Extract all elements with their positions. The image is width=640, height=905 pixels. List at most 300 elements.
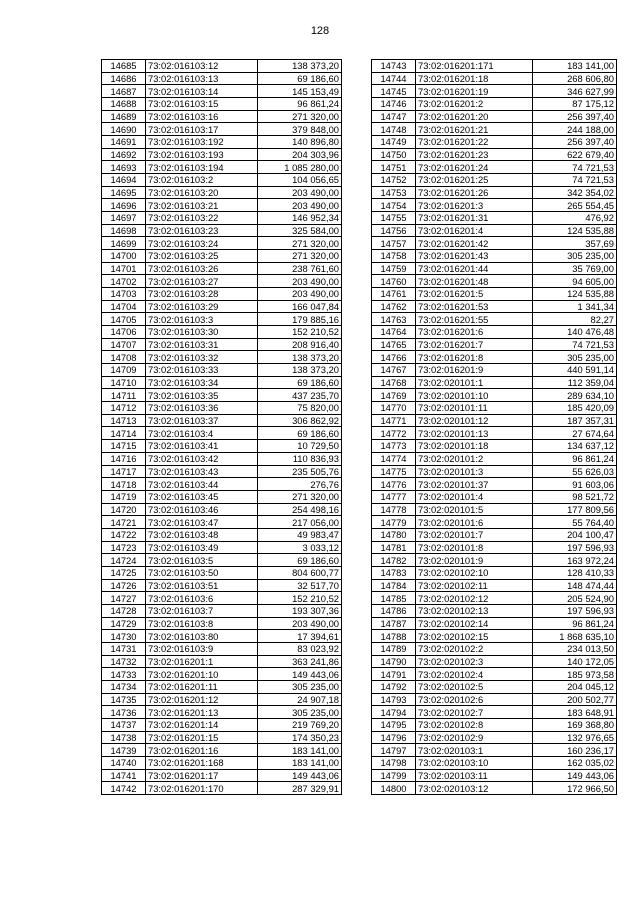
cadastral-number: 73:02:016103:45	[146, 490, 258, 503]
cadastral-number: 73:02:020101:4	[416, 490, 533, 503]
table-row	[372, 718, 617, 731]
row-number: 14697	[102, 212, 146, 225]
cadastral-value: 32 517,70	[258, 579, 342, 592]
table-row	[372, 313, 617, 326]
cadastral-table-left	[101, 59, 342, 795]
row-number: 14688	[102, 98, 146, 111]
table-row	[372, 250, 617, 263]
cadastral-value: 132 976,65	[533, 731, 617, 744]
cadastral-value: 27 674,64	[533, 427, 617, 440]
row-number: 14769	[372, 389, 416, 402]
cadastral-value: 10 729,50	[258, 440, 342, 453]
cadastral-value: 49 983,47	[258, 528, 342, 541]
row-number: 14749	[372, 136, 416, 149]
cadastral-value: 74 721,53	[533, 174, 617, 187]
cadastral-number: 73:02:016201:16	[146, 744, 258, 757]
row-number: 14746	[372, 98, 416, 111]
cadastral-number: 73:02:020101:2	[416, 452, 533, 465]
table-row	[102, 756, 342, 769]
cadastral-value: 325 584,00	[258, 224, 342, 237]
row-number: 14744	[372, 72, 416, 85]
cadastral-number: 73:02:020103:12	[416, 782, 533, 795]
row-number: 14700	[102, 250, 146, 263]
cadastral-number: 73:02:016103:44	[146, 478, 258, 491]
cadastral-value: 149 443,06	[533, 769, 617, 782]
row-number: 14737	[102, 718, 146, 731]
table-row	[102, 680, 342, 693]
cadastral-number: 73:02:016103:7	[146, 604, 258, 617]
cadastral-value: 82,27	[533, 313, 617, 326]
row-number: 14743	[372, 60, 416, 73]
row-number: 14709	[102, 364, 146, 377]
table-row	[372, 174, 617, 187]
row-number: 14705	[102, 313, 146, 326]
table-row	[372, 427, 617, 440]
cadastral-number: 73:02:016103:28	[146, 288, 258, 301]
row-number: 14724	[102, 554, 146, 567]
cadastral-number: 73:02:016201:171	[416, 60, 533, 73]
row-number: 14770	[372, 402, 416, 415]
cadastral-value: 140 476,48	[533, 326, 617, 339]
row-number: 14691	[102, 136, 146, 149]
row-number: 14736	[102, 706, 146, 719]
table-row	[372, 490, 617, 503]
row-number: 14788	[372, 630, 416, 643]
cadastral-number: 73:02:020101:11	[416, 402, 533, 415]
table-row	[372, 706, 617, 719]
table-row	[372, 414, 617, 427]
cadastral-number: 73:02:016201:18	[416, 72, 533, 85]
cadastral-value: 74 721,53	[533, 161, 617, 174]
table-row	[372, 389, 617, 402]
cadastral-value: 234 013,50	[533, 642, 617, 655]
table-row	[372, 680, 617, 693]
cadastral-value: 203 490,00	[258, 617, 342, 630]
cadastral-value: 379 848,00	[258, 123, 342, 136]
table-row	[102, 604, 342, 617]
cadastral-value: 437 235,70	[258, 389, 342, 402]
cadastral-number: 73:02:016103:36	[146, 402, 258, 415]
cadastral-number: 73:02:016201:13	[146, 706, 258, 719]
cadastral-number: 73:02:020101:1	[416, 376, 533, 389]
row-number: 14789	[372, 642, 416, 655]
cadastral-number: 73:02:016201:3	[416, 199, 533, 212]
row-number: 14686	[102, 72, 146, 85]
cadastral-number: 73:02:016103:193	[146, 148, 258, 161]
table-row	[102, 528, 342, 541]
row-number: 14767	[372, 364, 416, 377]
cadastral-value: 24 907,18	[258, 693, 342, 706]
cadastral-value: 197 596,93	[533, 604, 617, 617]
row-number: 14689	[102, 110, 146, 123]
cadastral-value: 35 769,00	[533, 262, 617, 275]
row-number: 14742	[102, 782, 146, 795]
cadastral-value: 271 320,00	[258, 250, 342, 263]
cadastral-value: 87 175,12	[533, 98, 617, 111]
cadastral-value: 98 521,72	[533, 490, 617, 503]
table-row	[102, 288, 342, 301]
cadastral-number: 73:02:016103:25	[146, 250, 258, 263]
table-row	[102, 516, 342, 529]
cadastral-value: 287 329,91	[258, 782, 342, 795]
row-number: 14690	[102, 123, 146, 136]
table-row	[372, 288, 617, 301]
row-number: 14692	[102, 148, 146, 161]
cadastral-number: 73:02:016201:170	[146, 782, 258, 795]
cadastral-value: 271 320,00	[258, 490, 342, 503]
table-row	[372, 85, 617, 98]
cadastral-value: 152 210,52	[258, 326, 342, 339]
table-row	[372, 579, 617, 592]
table-row	[102, 769, 342, 782]
cadastral-value: 160 236,17	[533, 744, 617, 757]
cadastral-value: 17 394,61	[258, 630, 342, 643]
cadastral-value: 200 502,77	[533, 693, 617, 706]
row-number: 14698	[102, 224, 146, 237]
cadastral-number: 73:02:016103:33	[146, 364, 258, 377]
cadastral-number: 73:02:016201:7	[416, 338, 533, 351]
row-number: 14715	[102, 440, 146, 453]
table-row	[102, 579, 342, 592]
row-number: 14703	[102, 288, 146, 301]
table-row	[372, 630, 617, 643]
cadastral-number: 73:02:020102:14	[416, 617, 533, 630]
row-number: 14740	[102, 756, 146, 769]
table-row	[372, 769, 617, 782]
table-row	[372, 478, 617, 491]
cadastral-number: 73:02:016201:55	[416, 313, 533, 326]
cadastral-number: 73:02:016201:26	[416, 186, 533, 199]
table-row	[372, 275, 617, 288]
cadastral-value: 149 443,06	[258, 668, 342, 681]
row-number: 14752	[372, 174, 416, 187]
cadastral-value: 256 397,40	[533, 110, 617, 123]
table-row	[372, 186, 617, 199]
cadastral-number: 73:02:016103:20	[146, 186, 258, 199]
table-row	[372, 731, 617, 744]
table-row	[372, 212, 617, 225]
table-row	[102, 693, 342, 706]
cadastral-number: 73:02:016201:43	[416, 250, 533, 263]
table-row	[102, 186, 342, 199]
cadastral-value: 256 397,40	[533, 136, 617, 149]
row-number: 14747	[372, 110, 416, 123]
row-number: 14783	[372, 566, 416, 579]
cadastral-number: 73:02:016201:6	[416, 326, 533, 339]
table-row	[102, 110, 342, 123]
table-row	[372, 199, 617, 212]
row-number: 14694	[102, 174, 146, 187]
cadastral-value: 203 490,00	[258, 288, 342, 301]
table-row	[102, 668, 342, 681]
cadastral-number: 73:02:020102:10	[416, 566, 533, 579]
cadastral-number: 73:02:016201:20	[416, 110, 533, 123]
cadastral-number: 73:02:020103:10	[416, 756, 533, 769]
table-row	[102, 351, 342, 364]
row-number: 14739	[102, 744, 146, 757]
row-number: 14685	[102, 60, 146, 73]
row-number: 14727	[102, 592, 146, 605]
row-number: 14773	[372, 440, 416, 453]
table-row	[372, 98, 617, 111]
row-number: 14725	[102, 566, 146, 579]
row-number: 14763	[372, 313, 416, 326]
cadastral-number: 73:02:016103:15	[146, 98, 258, 111]
row-number: 14790	[372, 655, 416, 668]
row-number: 14791	[372, 668, 416, 681]
table-row	[372, 72, 617, 85]
row-number: 14748	[372, 123, 416, 136]
row-number: 14718	[102, 478, 146, 491]
table-row	[102, 275, 342, 288]
cadastral-value: 238 761,60	[258, 262, 342, 275]
cadastral-number: 73:02:016103:3	[146, 313, 258, 326]
cadastral-number: 73:02:016201:48	[416, 275, 533, 288]
cadastral-value: 145 153,49	[258, 85, 342, 98]
table-row	[372, 161, 617, 174]
cadastral-number: 73:02:020101:10	[416, 389, 533, 402]
cadastral-number: 73:02:016201:15	[146, 731, 258, 744]
table-row	[102, 782, 342, 795]
cadastral-value: 187 357,31	[533, 414, 617, 427]
row-number: 14796	[372, 731, 416, 744]
cadastral-value: 169 368,80	[533, 718, 617, 731]
row-number: 14738	[102, 731, 146, 744]
cadastral-number: 73:02:016103:23	[146, 224, 258, 237]
cadastral-number: 73:02:020101:5	[416, 503, 533, 516]
cadastral-value: 305 235,00	[533, 351, 617, 364]
table-row	[372, 592, 617, 605]
table-row	[102, 376, 342, 389]
cadastral-number: 73:02:016103:194	[146, 161, 258, 174]
cadastral-number: 73:02:020101:12	[416, 414, 533, 427]
table-row	[372, 326, 617, 339]
cadastral-number: 73:02:016103:42	[146, 452, 258, 465]
cadastral-value: 346 627,99	[533, 85, 617, 98]
cadastral-number: 73:02:016103:32	[146, 351, 258, 364]
cadastral-number: 73:02:016201:8	[416, 351, 533, 364]
cadastral-value: 138 373,20	[258, 351, 342, 364]
cadastral-number: 73:02:016201:42	[416, 237, 533, 250]
table-row	[102, 300, 342, 313]
table-row	[372, 148, 617, 161]
row-number: 14780	[372, 528, 416, 541]
cadastral-number: 73:02:016103:31	[146, 338, 258, 351]
table-row	[102, 98, 342, 111]
row-number: 14797	[372, 744, 416, 757]
table-row	[102, 566, 342, 579]
cadastral-number: 73:02:016103:43	[146, 465, 258, 478]
cadastral-number: 73:02:020101:6	[416, 516, 533, 529]
cadastral-number: 73:02:016103:2	[146, 174, 258, 187]
row-number: 14800	[372, 782, 416, 795]
cadastral-number: 73:02:020101:7	[416, 528, 533, 541]
table-row	[102, 440, 342, 453]
cadastral-number: 73:02:016103:14	[146, 85, 258, 98]
page-number: 128	[310, 25, 330, 37]
cadastral-value: 140 896,80	[258, 136, 342, 149]
table-row	[372, 604, 617, 617]
cadastral-value: 183 648,91	[533, 706, 617, 719]
row-number: 14702	[102, 275, 146, 288]
table-row	[102, 478, 342, 491]
cadastral-number: 73:02:020101:13	[416, 427, 533, 440]
cadastral-number: 73:02:020102:3	[416, 655, 533, 668]
row-number: 14782	[372, 554, 416, 567]
cadastral-value: 148 474,44	[533, 579, 617, 592]
cadastral-number: 73:02:016103:51	[146, 579, 258, 592]
table-row	[102, 326, 342, 339]
row-number: 14793	[372, 693, 416, 706]
row-number: 14753	[372, 186, 416, 199]
cadastral-number: 73:02:016201:19	[416, 85, 533, 98]
cadastral-number: 73:02:016103:30	[146, 326, 258, 339]
cadastral-number: 73:02:020102:11	[416, 579, 533, 592]
row-number: 14699	[102, 237, 146, 250]
cadastral-number: 73:02:020101:3	[416, 465, 533, 478]
row-number: 14766	[372, 351, 416, 364]
table-row	[102, 224, 342, 237]
row-number: 14771	[372, 414, 416, 427]
table-row	[102, 731, 342, 744]
table-row	[102, 414, 342, 427]
cadastral-number: 73:02:020101:37	[416, 478, 533, 491]
row-number: 14751	[372, 161, 416, 174]
cadastral-number: 73:02:020103:11	[416, 769, 533, 782]
table-row	[102, 389, 342, 402]
cadastral-value: 305 235,00	[258, 706, 342, 719]
cadastral-value: 174 350,23	[258, 731, 342, 744]
table-row	[372, 554, 617, 567]
cadastral-number: 73:02:020102:13	[416, 604, 533, 617]
cadastral-number: 73:02:016103:16	[146, 110, 258, 123]
cadastral-value: 152 210,52	[258, 592, 342, 605]
row-number: 14776	[372, 478, 416, 491]
cadastral-number: 73:02:016201:1	[146, 655, 258, 668]
cadastral-value: 183 141,00	[258, 744, 342, 757]
cadastral-value: 138 373,20	[258, 364, 342, 377]
row-number: 14721	[102, 516, 146, 529]
cadastral-value: 204 100,47	[533, 528, 617, 541]
cadastral-number: 73:02:016201:23	[416, 148, 533, 161]
row-number: 14693	[102, 161, 146, 174]
table-row	[102, 541, 342, 554]
cadastral-value: 75 820,00	[258, 402, 342, 415]
cadastral-number: 73:02:016103:35	[146, 389, 258, 402]
row-number: 14745	[372, 85, 416, 98]
row-number: 14758	[372, 250, 416, 263]
row-number: 14716	[102, 452, 146, 465]
cadastral-number: 73:02:016201:25	[416, 174, 533, 187]
table-row	[372, 528, 617, 541]
cadastral-number: 73:02:016103:22	[146, 212, 258, 225]
row-number: 14756	[372, 224, 416, 237]
cadastral-value: 185 420,09	[533, 402, 617, 415]
table-row	[372, 744, 617, 757]
row-number: 14794	[372, 706, 416, 719]
cadastral-number: 73:02:020102:2	[416, 642, 533, 655]
cadastral-value: 163 972,24	[533, 554, 617, 567]
table-row	[102, 630, 342, 643]
cadastral-number: 73:02:020102:4	[416, 668, 533, 681]
row-number: 14781	[372, 541, 416, 554]
row-number: 14735	[102, 693, 146, 706]
table-row	[372, 516, 617, 529]
table-row	[102, 617, 342, 630]
table-row	[102, 199, 342, 212]
cadastral-number: 73:02:020101:9	[416, 554, 533, 567]
row-number: 14764	[372, 326, 416, 339]
cadastral-value: 124 535,88	[533, 224, 617, 237]
cadastral-number: 73:02:016103:8	[146, 617, 258, 630]
cadastral-value: 440 591,14	[533, 364, 617, 377]
row-number: 14701	[102, 262, 146, 275]
cadastral-number: 73:02:016201:12	[146, 693, 258, 706]
cadastral-value: 69 186,60	[258, 427, 342, 440]
cadastral-value: 1 085 280,00	[258, 161, 342, 174]
row-number: 14792	[372, 680, 416, 693]
table-row	[372, 452, 617, 465]
row-number: 14760	[372, 275, 416, 288]
cadastral-number: 73:02:016201:24	[416, 161, 533, 174]
row-number: 14787	[372, 617, 416, 630]
cadastral-value: 128 410,33	[533, 566, 617, 579]
cadastral-value: 193 307,36	[258, 604, 342, 617]
cadastral-number: 73:02:020102:15	[416, 630, 533, 643]
table-row	[102, 706, 342, 719]
row-number: 14708	[102, 351, 146, 364]
row-number: 14761	[372, 288, 416, 301]
cadastral-number: 73:02:016201:10	[146, 668, 258, 681]
cadastral-number: 73:02:020102:5	[416, 680, 533, 693]
table-row	[102, 655, 342, 668]
cadastral-value: 276,76	[258, 478, 342, 491]
cadastral-value: 203 490,00	[258, 186, 342, 199]
cadastral-value: 162 035,02	[533, 756, 617, 769]
cadastral-value: 55 764,40	[533, 516, 617, 529]
cadastral-value: 96 861,24	[533, 452, 617, 465]
cadastral-value: 219 769,20	[258, 718, 342, 731]
table-row	[102, 427, 342, 440]
row-number: 14762	[372, 300, 416, 313]
cadastral-value: 179 885,16	[258, 313, 342, 326]
table-row	[372, 224, 617, 237]
cadastral-value: 69 186,60	[258, 72, 342, 85]
table-row	[102, 136, 342, 149]
table-row	[102, 554, 342, 567]
row-number: 14707	[102, 338, 146, 351]
row-number: 14799	[372, 769, 416, 782]
table-row	[372, 60, 617, 73]
row-number: 14729	[102, 617, 146, 630]
row-number: 14784	[372, 579, 416, 592]
cadastral-value: 96 861,24	[533, 617, 617, 630]
table-row	[102, 174, 342, 187]
row-number: 14704	[102, 300, 146, 313]
cadastral-value: 217 056,00	[258, 516, 342, 529]
cadastral-number: 73:02:016103:21	[146, 199, 258, 212]
cadastral-value: 3 033,12	[258, 541, 342, 554]
table-row	[102, 148, 342, 161]
row-number: 14798	[372, 756, 416, 769]
cadastral-value: 146 952,34	[258, 212, 342, 225]
cadastral-number: 73:02:016201:22	[416, 136, 533, 149]
cadastral-number: 73:02:016103:6	[146, 592, 258, 605]
cadastral-value: 124 535,88	[533, 288, 617, 301]
cadastral-number: 73:02:016103:5	[146, 554, 258, 567]
cadastral-value: 104 056,65	[258, 174, 342, 187]
cadastral-number: 73:02:016201:5	[416, 288, 533, 301]
